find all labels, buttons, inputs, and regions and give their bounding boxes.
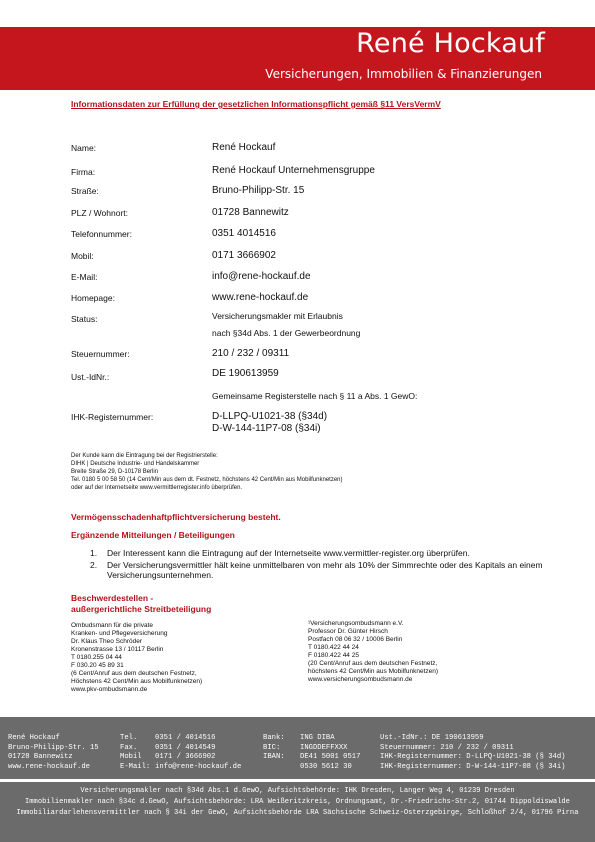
footer-legal-line: Versicherungsmakler nach §34d Abs.1 d.GewO, Aufsichtsbehörde: IHK Dresden, Langer Weg 4, 01239 Dresden	[80, 787, 515, 795]
footer-contact-band	[0, 717, 595, 779]
footer-bank-value: INGDDEFFXXX	[300, 743, 348, 752]
registry-note-line: Der Kunde kann die Eintragung bei der Registrierstelle:	[71, 453, 218, 459]
footer-bank-label	[263, 763, 285, 773]
label-steuernummer: Steuernummer:	[71, 349, 130, 359]
footer-address	[8, 734, 99, 772]
ombudsman-pkv-line: www.pkv-ombudsmann.de	[71, 686, 148, 693]
list-item	[90, 560, 550, 581]
document-title: Informationsdaten zur Erfüllung der gesetzlichen Informationspflicht gemäß §11 VersVermV	[71, 99, 441, 109]
registry-note-line: oder auf der Internetseite www.vermittlerregister.info überprüfen.	[71, 485, 243, 491]
complaints-heading	[71, 593, 211, 615]
value-firma: René Hockauf Unternehmensgruppe	[212, 165, 375, 176]
ombudsman-pkv-line: (6 Cent/Anruf aus dem deutschen Festnetz,	[71, 670, 197, 677]
value-email: info@rene-hockauf.de	[212, 271, 311, 282]
label-status: Status:	[71, 314, 98, 324]
value-mobil: 0171 3666902	[212, 250, 276, 261]
registry-note	[71, 452, 343, 492]
label-plz: PLZ / Wohnort:	[71, 208, 129, 218]
letterhead-banner	[0, 27, 595, 90]
footer-contact-value: info@rene-hockauf.de	[155, 762, 242, 771]
value-ihk-line1: D-LLPQ-U1021-38 (§34d)	[212, 411, 328, 422]
footer-legal-line: Immobilienmakler nach §34c d.GewO, Aufsichtsbehörde: LRA Weißeritzkreis, Ordnungsamt, Dr.-Friedrichs-Str.2, 01744 Dippoldiswalde	[25, 798, 570, 806]
footer-contact-label: Fax.	[120, 743, 138, 752]
footer-registration-line: IHK-Registernummer: D-W-144-11P7-08 (§ 34i)	[380, 762, 566, 771]
footer-address-line: 01728 Bannewitz	[8, 753, 73, 762]
list-item-number: 1.	[90, 548, 98, 558]
ombudsman-vers-line: F 0180.422 44 25	[308, 652, 359, 659]
footer-bank-value: DE41 5001 0517	[300, 753, 361, 762]
ombudsman-vers-line: (20 Cent/Anruf aus dem deutschen Festnetz,	[308, 660, 438, 667]
footer-registration	[380, 734, 565, 772]
ombudsman-vers-line: höchstens 42 Cent/Min aus Mobilfunknetzen)	[308, 668, 439, 675]
footer-bank-label: Bank:	[263, 734, 285, 742]
label-ihk: IHK-Registernummer:	[71, 412, 154, 422]
footer-bank-value: ING DIBA	[300, 734, 335, 742]
complaints-heading-line: Beschwerdestellen -	[71, 593, 154, 603]
ombudsman-pkv-line: T 0180.255 04 44	[71, 654, 122, 661]
value-status-line2: nach §34d Abs. 1 der Gewerbeordnung	[212, 328, 361, 338]
value-homepage: www.rene-hockauf.de	[212, 292, 309, 303]
label-email: E-Mail:	[71, 272, 98, 282]
list-item-text: Der Interessent kann die Eintragung auf der Internetseite www.vermittler-register.org überprüfen.	[107, 548, 470, 558]
supplement-heading: Ergänzende Mitteilungen / Beteiligungen	[71, 530, 235, 540]
label-firma: Firma:	[71, 167, 96, 177]
ombudsman-vers-line: Professor Dr. Günter Hirsch	[308, 628, 388, 635]
supplement-list	[90, 548, 550, 582]
value-strasse: Bruno-Philipp-Str. 15	[212, 185, 305, 196]
label-ustid: Ust.-IdNr.:	[71, 372, 110, 382]
registry-note-line: Breite Straße 29, D-10178 Berlin	[71, 469, 159, 475]
ombudsman-vers-line: Postfach 08 06 32 / 10006 Berlin	[308, 636, 403, 643]
list-item-text: Der Versicherungsvermittler hält keine unmittelbaren von mehr als 10% der Simmrechte oder des Kapitals an einem Versicherungsunternehmen.	[107, 559, 543, 580]
register-note: Gemeinsame Registerstelle nach § 11 a Abs. 1 GewO:	[212, 391, 418, 401]
footer-contact-labels	[120, 734, 150, 772]
ombudsman-pkv-line: F 030.20 45 89 31	[71, 662, 124, 669]
footer-bank-label: IBAN:	[263, 753, 285, 762]
footer-contact-label: Tel.	[120, 734, 138, 742]
footer-bank-label: BIC:	[263, 743, 281, 752]
ombudsman-vers-block	[308, 620, 438, 684]
footer-contact-values	[155, 734, 241, 772]
value-plz: 01728 Bannewitz	[212, 207, 289, 218]
value-steuernummer: 210 / 232 / 09311	[212, 348, 290, 359]
footer-bank-labels	[263, 734, 285, 772]
brand-tagline: Versicherungen, Immobilien & Finanzierungen	[265, 67, 542, 81]
value-ihk-line2: D-W-144-11P7-08 (§34i)	[212, 423, 321, 434]
ombudsman-pkv-block	[71, 622, 202, 694]
brand-name: René Hockauf	[356, 28, 545, 59]
footer-contact-label: E-Mail:	[120, 762, 151, 771]
footer-registration-line: Steuernummer: 210 / 232 / 09311	[380, 743, 514, 752]
ombudsman-pkv-line: Höchstens 42 Cent/Min aus Mobilfunknetzen)	[71, 678, 203, 685]
ombudsman-vers-line: www.versicherungsombudsmann.de	[308, 676, 413, 683]
list-item-number: 2.	[90, 559, 98, 570]
registry-note-line: DIHK | Deutsche Industrie- und Handelskammer	[71, 461, 200, 467]
footer-legal-band	[0, 782, 595, 842]
ombudsman-pkv-line: Ombudsmann für die private	[71, 622, 154, 629]
value-ustid: DE 190613959	[212, 368, 279, 379]
footer-legal-line: Immobiliardarlehensvermittler nach § 34i der GewO, Aufsichtsbehörde LRA Sächsische Schweiz-Osterzgebirge, Schloßhof 2/4, 01796 Pirna	[16, 809, 579, 817]
ombudsman-pkv-line: Kronenstrasse 13 / 10117 Berlin	[71, 646, 164, 653]
footer-bank-value: 0530 5612 30	[300, 762, 352, 771]
label-homepage: Homepage:	[71, 293, 115, 303]
ombudsman-pkv-line: Dr. Klaus Theo Schröder	[71, 638, 143, 645]
label-mobil: Mobil:	[71, 251, 94, 261]
ombudsman-pkv-line: Kranken- und Pflegeversicherung	[71, 630, 168, 637]
footer-address-line: Bruno-Philipp-Str. 15	[8, 743, 99, 752]
registry-note-line: Tel. 0180 5 00 58 50 (14 Cent/Min aus dem dt. Festnetz, höchstens 42 Cent/Min aus Mobilfunknetzen)	[71, 477, 343, 483]
ombudsman-vers-line: T 0180.422 44 24	[308, 644, 359, 651]
footer-bank-values	[300, 734, 360, 772]
label-strasse: Straße:	[71, 186, 99, 196]
insurance-statement: Vermögensschadenhaftpflichtversicherung besteht.	[71, 512, 281, 522]
value-status-line1: Versicherungsmakler mit Erlaubnis	[212, 311, 343, 321]
value-telefon: 0351 4014516	[212, 228, 276, 239]
list-item	[90, 548, 550, 559]
footer-address-line: www.rene-hockauf.de	[8, 762, 90, 771]
footer-registration-line: Ust.-IdNr.: DE 190613959	[380, 734, 484, 742]
footer-contact-value: 0351 / 4014516	[155, 734, 216, 742]
footer-address-line: René Hockauf	[8, 734, 60, 742]
complaints-heading-line: außergerichtliche Streitbeteiligung	[71, 604, 212, 614]
label-name: Name:	[71, 143, 97, 153]
footer-contact-label: Mobil	[120, 753, 142, 762]
ombudsman-vers-line: ¹Versicherungsombudsmann e.V.	[308, 620, 404, 627]
label-telefon: Telefonnummer:	[71, 229, 132, 239]
footer-contact-value: 0351 / 4014549	[155, 743, 216, 752]
footer-registration-line: IHK-Registernummer: D-LLPQ-U1021-38 (§ 34d)	[380, 753, 566, 762]
footer-contact-value: 0171 / 3666902	[155, 753, 216, 762]
value-name: René Hockauf	[212, 142, 276, 153]
